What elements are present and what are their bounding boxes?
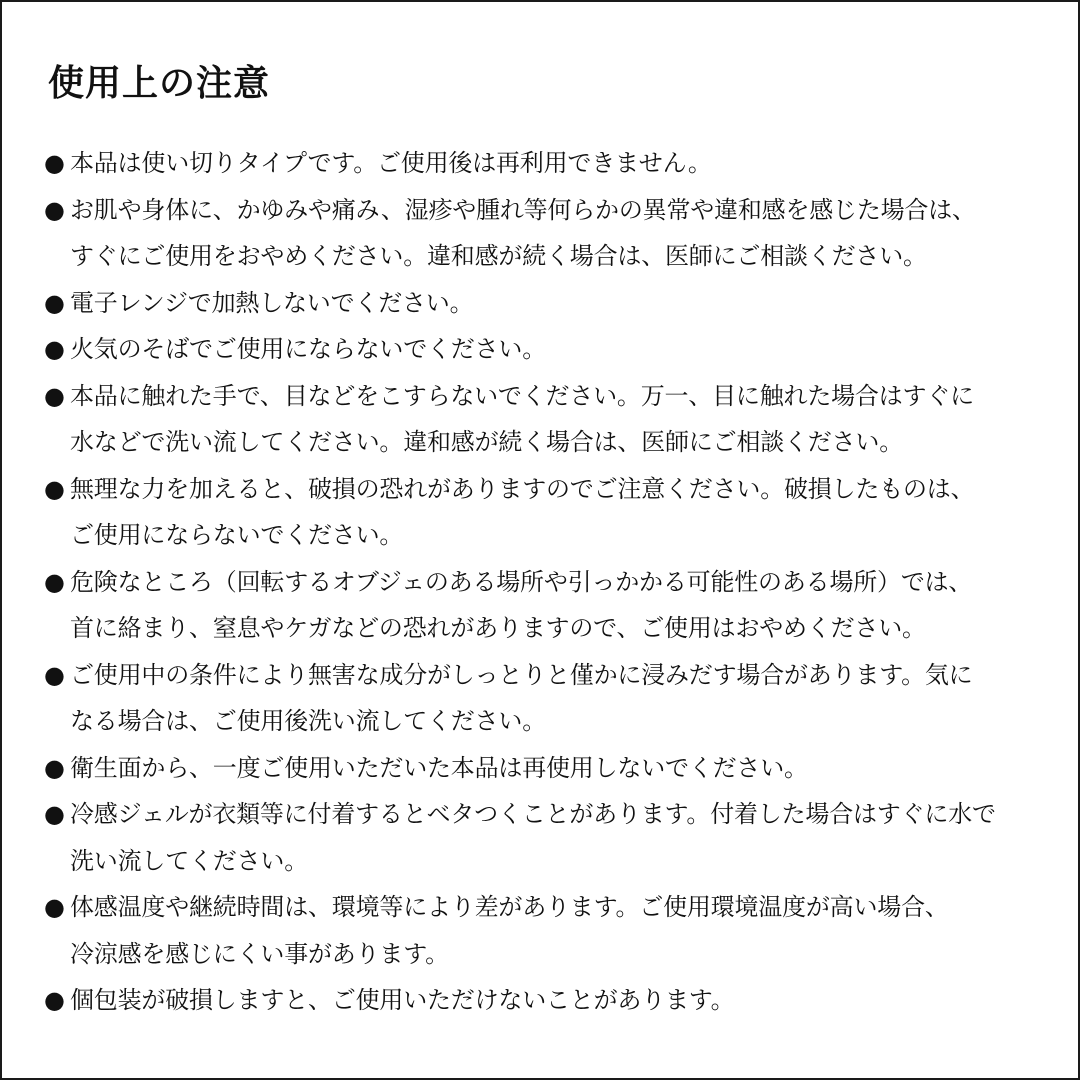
precaution-item [44, 652, 1048, 745]
precaution-text [70, 791, 996, 884]
bullet-icon: ● [44, 567, 65, 596]
precaution-text [70, 745, 808, 792]
precaution-text-line: 電子レンジで加熱しないでください。 [70, 288, 474, 317]
precaution-text-line: なる場合は、ご使用後洗い流してください。 [70, 707, 546, 735]
bullet-icon: ● [44, 474, 65, 503]
bullet-icon: ● [44, 753, 65, 782]
precaution-text-line: 危険なところ（回転するオブジェのある場所や引っかかる可能性のある場所）では、 [70, 567, 973, 596]
bullet-icon: ● [44, 660, 65, 689]
bullet-icon: ● [44, 381, 65, 410]
precaution-item [44, 466, 1048, 559]
precaution-text-line: 洗い流してください。 [70, 846, 308, 875]
precaution-text-line: ご使用中の条件により無害な成分がしっとりと僅かに浸みだす場合があります。気に [70, 660, 973, 689]
precaution-item [44, 745, 1048, 792]
precaution-text-line: すぐにご使用をおやめください。違和感が続く場合は、医師にご相談ください。 [70, 242, 927, 270]
precaution-text-line: 個包装が破損しますと、ご使用いただけないことがあります。 [70, 986, 735, 1014]
precaution-text-line: 水などで洗い流してください。違和感が続く場合は、医師にご相談ください。 [70, 428, 903, 456]
precaution-text [70, 884, 949, 977]
bullet-icon: ● [44, 893, 65, 921]
precaution-text [70, 559, 972, 652]
precaution-item [44, 559, 1048, 652]
precaution-text-line: 本品は使い切りタイプです。ご使用後は再利用できません。 [70, 149, 712, 177]
precaution-item [44, 187, 1048, 280]
precaution-text-line: お肌や身体に、かゆみや痛み、湿疹や腫れ等何らかの異常や違和感を感じた場合は、 [70, 195, 976, 224]
precaution-text-line: 冷涼感を感じにくい事があります。 [70, 939, 449, 968]
precaution-item [44, 884, 1048, 977]
precaution-text [70, 187, 976, 280]
bullet-icon: ● [44, 149, 65, 177]
precaution-text-line: 本品に触れた手で、目などをこすらないでください。万一、目に触れた場合はすぐに [70, 381, 974, 410]
bullet-icon: ● [44, 986, 65, 1014]
precaution-text-line: 首に絡まり、窒息やケガなどの恐れがありますので、ご使用はおやめください。 [70, 614, 926, 642]
precaution-text [70, 140, 712, 187]
bullet-icon: ● [44, 288, 65, 317]
precaution-text-line: 体感温度や継続時間は、環境等により差があります。ご使用環境温度が高い場合、 [70, 893, 949, 921]
page-title: 使用上の注意 [48, 63, 271, 104]
precaution-text [70, 652, 972, 745]
precaution-text-line: ご使用にならないでください。 [70, 521, 404, 549]
precaution-text-line: 火気のそばでご使用にならないでください。 [70, 335, 546, 363]
precaution-text [70, 373, 974, 466]
precaution-item [44, 326, 1048, 373]
precaution-text [70, 466, 974, 559]
precaution-item [44, 140, 1048, 187]
bullet-icon: ● [44, 800, 65, 828]
precaution-text-line: 冷感ジェルが衣類等に付着するとベタつくことがあります。付着した場合はすぐに水で [70, 800, 996, 828]
precaution-text-line: 衛生面から、一度ご使用いただいた本品は再使用しないでください。 [70, 753, 808, 782]
precaution-text [70, 977, 734, 1024]
precaution-text [70, 326, 546, 373]
precaution-text-line: 無理な力を加えると、破損の恐れがありますのでご注意ください。破損したものは、 [70, 474, 975, 503]
precaution-item [44, 373, 1048, 466]
precaution-item [44, 791, 1048, 884]
bullet-icon: ● [44, 335, 65, 363]
precaution-item [44, 977, 1048, 1024]
precaution-text [70, 280, 473, 327]
bullet-icon: ● [44, 195, 65, 224]
precautions-list [44, 140, 1048, 1024]
precaution-item [44, 280, 1048, 327]
